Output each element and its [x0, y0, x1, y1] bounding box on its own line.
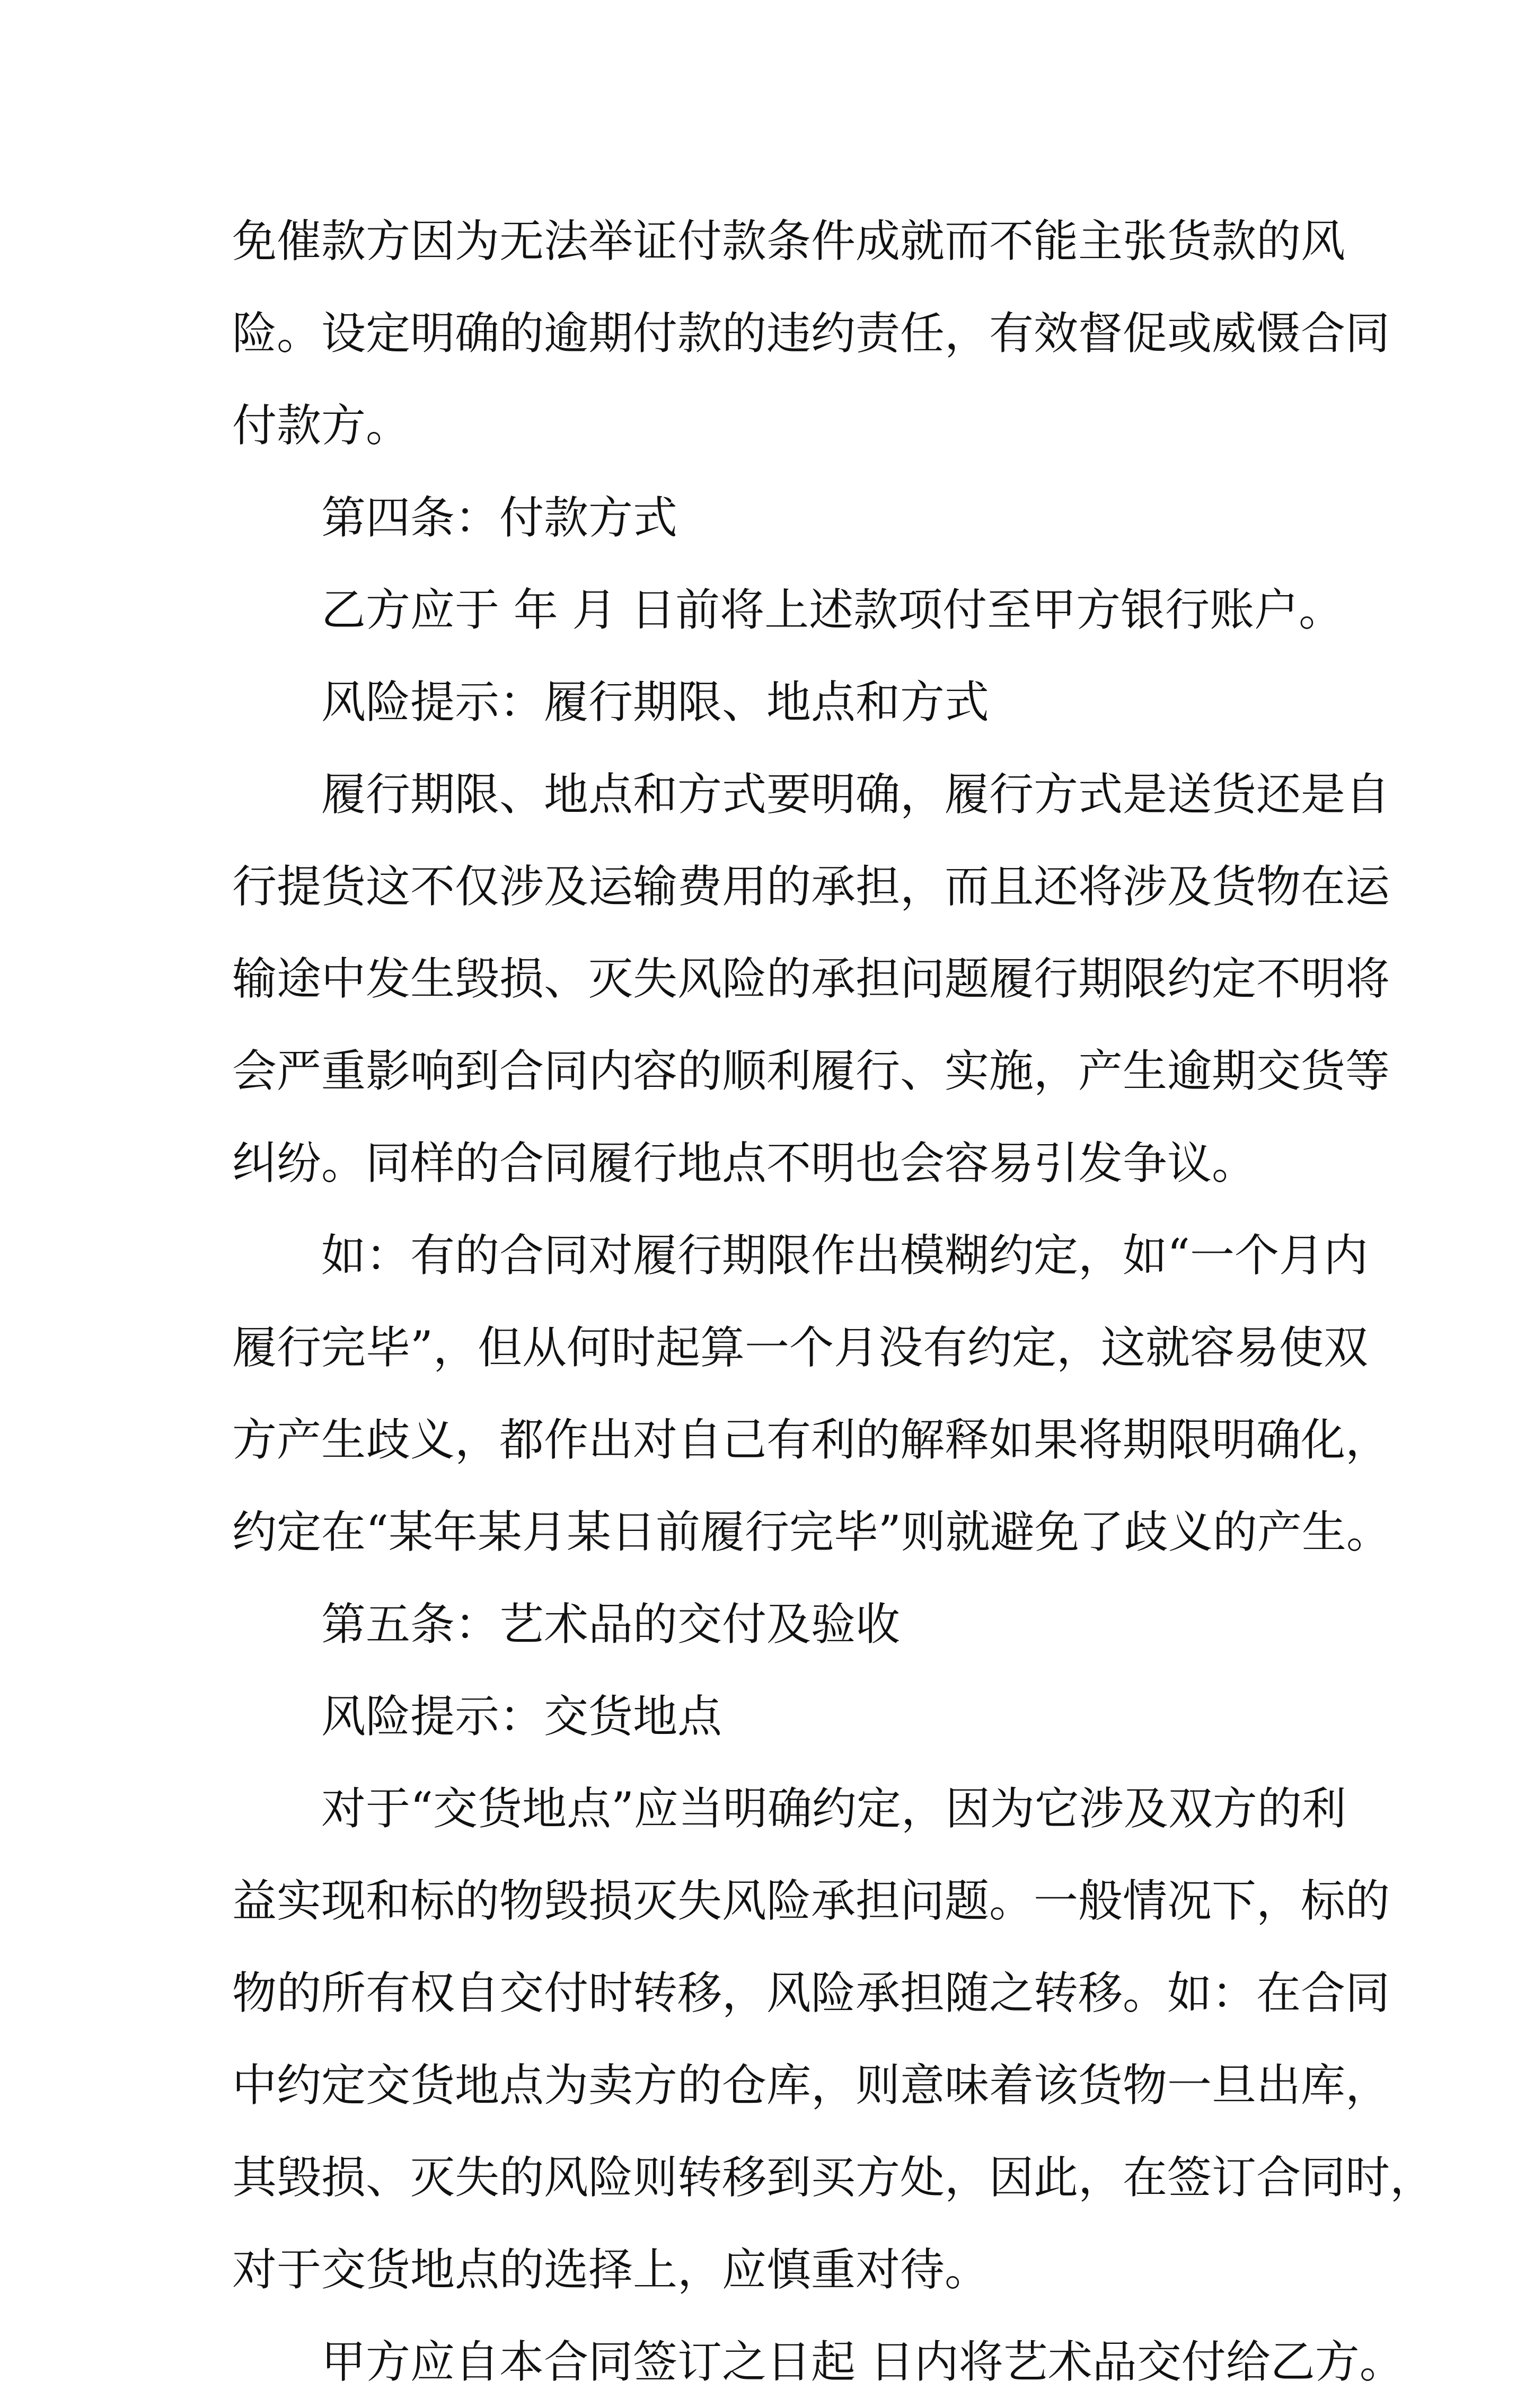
- paragraph-line: 行提货这不仅涉及运输费用的承担，而且还将涉及货物在运: [232, 861, 1390, 913]
- risk-heading: 风险提示：交货地点: [321, 1690, 722, 1742]
- paragraph-line: 免催款方因为无法举证付款条件成就而不能主张货款的风: [232, 215, 1346, 267]
- paragraph-line: 约定在“某年某月某日前履行完毕”则就避免了歧义的产生。: [232, 1506, 1391, 1558]
- paragraph-line: 中约定交货地点为卖方的仓库，则意味着该货物一旦出库，: [232, 2059, 1390, 2111]
- paragraph-line: 纠纷。同样的合同履行地点不明也会容易引发争议。: [232, 1137, 1257, 1189]
- paragraph-line: 履行完毕”，但从何时起算一个月没有约定，这就容易使双: [232, 1322, 1368, 1374]
- paragraph-line: 险。设定明确的逾期付款的违约责任，有效督促或威慑合同: [232, 307, 1390, 359]
- paragraph-line: 方产生歧义，都作出对自己有利的解释如果将期限明确化，: [232, 1414, 1390, 1466]
- paragraph-line: 履行期限、地点和方式要明确，履行方式是送货还是自: [321, 768, 1390, 820]
- paragraph-line: 对于交货地点的选择上，应慎重对待。: [232, 2244, 990, 2296]
- paragraph-line: 对于“交货地点”应当明确约定，因为它涉及双方的利: [321, 1783, 1346, 1835]
- paragraph-line: 输途中发生毁损、灭失风险的承担问题履行期限约定不明将: [232, 953, 1390, 1005]
- paragraph-line: 物的所有权自交付时转移，风险承担随之转移。如：在合同: [232, 1967, 1390, 2019]
- paragraph-line: 其毁损、灭失的风险则转移到买方处，因此，在签订合同时，: [232, 2152, 1435, 2203]
- risk-heading: 风险提示：履行期限、地点和方式: [321, 676, 990, 728]
- paragraph-line: 如：有的合同对履行期限作出模糊约定，如“一个月内: [321, 1229, 1368, 1281]
- section-heading: 第五条：艺术品的交付及验收: [321, 1598, 901, 1650]
- section-heading: 第四条：付款方式: [321, 492, 678, 544]
- paragraph-line: 乙方应于 年 月 日前将上述款项付至甲方银行账户。: [321, 584, 1344, 636]
- paragraph-line: 付款方。: [232, 400, 411, 452]
- paragraph-line: 甲方应自本合同签订之日起 日内将艺术品交付给乙方。: [321, 2336, 1404, 2388]
- paragraph-line: 会严重影响到合同内容的顺利履行、实施，产生逾期交货等: [232, 1045, 1390, 1097]
- document-body: [232, 195, 1435, 2408]
- paragraph-line: 益实现和标的物毁损灭失风险承担问题。一般情况下，标的: [232, 1875, 1390, 1927]
